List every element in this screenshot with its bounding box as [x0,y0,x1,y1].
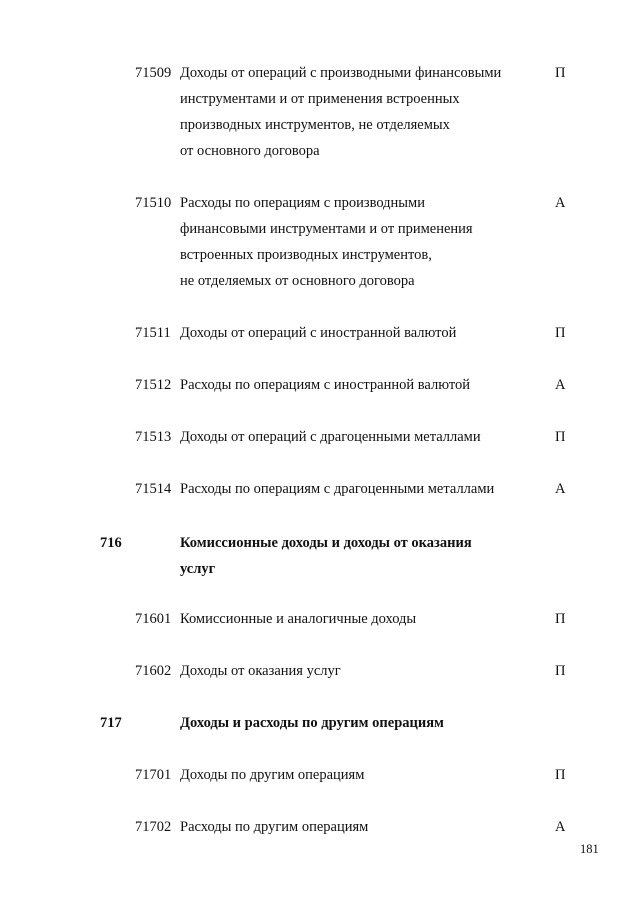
account-description: Расходы по другим операциям [180,819,369,835]
account-sign: П [555,429,566,445]
account-code: 71702 [135,819,172,835]
account-sign: А [555,481,566,497]
account-description: Доходы от оказания услуг [180,663,341,679]
page-number: 181 [580,842,599,856]
account-description: Расходы по операциям с драгоценными металлами [180,481,495,497]
account-sign: А [555,195,566,211]
section-code: 716 [100,535,122,551]
account-description: Расходы по операциям с производными финансовыми инструментами и от применения встроенных производных инструментов, не отделяемых от основного договора [180,195,473,289]
account-description: Доходы по другим операциям [180,767,365,783]
account-description: Доходы от операций с иностранной валютой [180,325,457,341]
account-code: 71602 [135,663,172,679]
account-sign: П [555,325,566,341]
section-title: Комиссионные доходы и доходы от оказания услуг [180,535,472,577]
account-sign: П [555,65,566,81]
account-sign: П [555,611,566,627]
account-sign: П [555,663,566,679]
account-sign: А [555,377,566,393]
account-sign: А [555,819,566,835]
account-code: 71510 [135,195,172,211]
account-description: Комиссионные и аналогичные доходы [180,611,417,627]
account-sign: П [555,767,566,783]
account-code: 71509 [135,65,172,81]
account-code: 71601 [135,611,172,627]
account-code: 71514 [135,481,172,497]
account-code: 71701 [135,767,172,783]
account-description: Доходы от операций с драгоценными металлами [180,429,481,445]
account-code: 71511 [135,325,171,341]
account-description: Доходы от операций с производными финансовыми инструментами и от применения встроенных производных инструментов, не отделяемых от основного договора [180,65,502,159]
account-code: 71512 [135,377,172,393]
section-code: 717 [100,715,122,731]
account-description: Расходы по операциям с иностранной валютой [180,377,471,393]
section-title: Доходы и расходы по другим операциям [180,715,444,731]
account-code: 71513 [135,429,172,445]
